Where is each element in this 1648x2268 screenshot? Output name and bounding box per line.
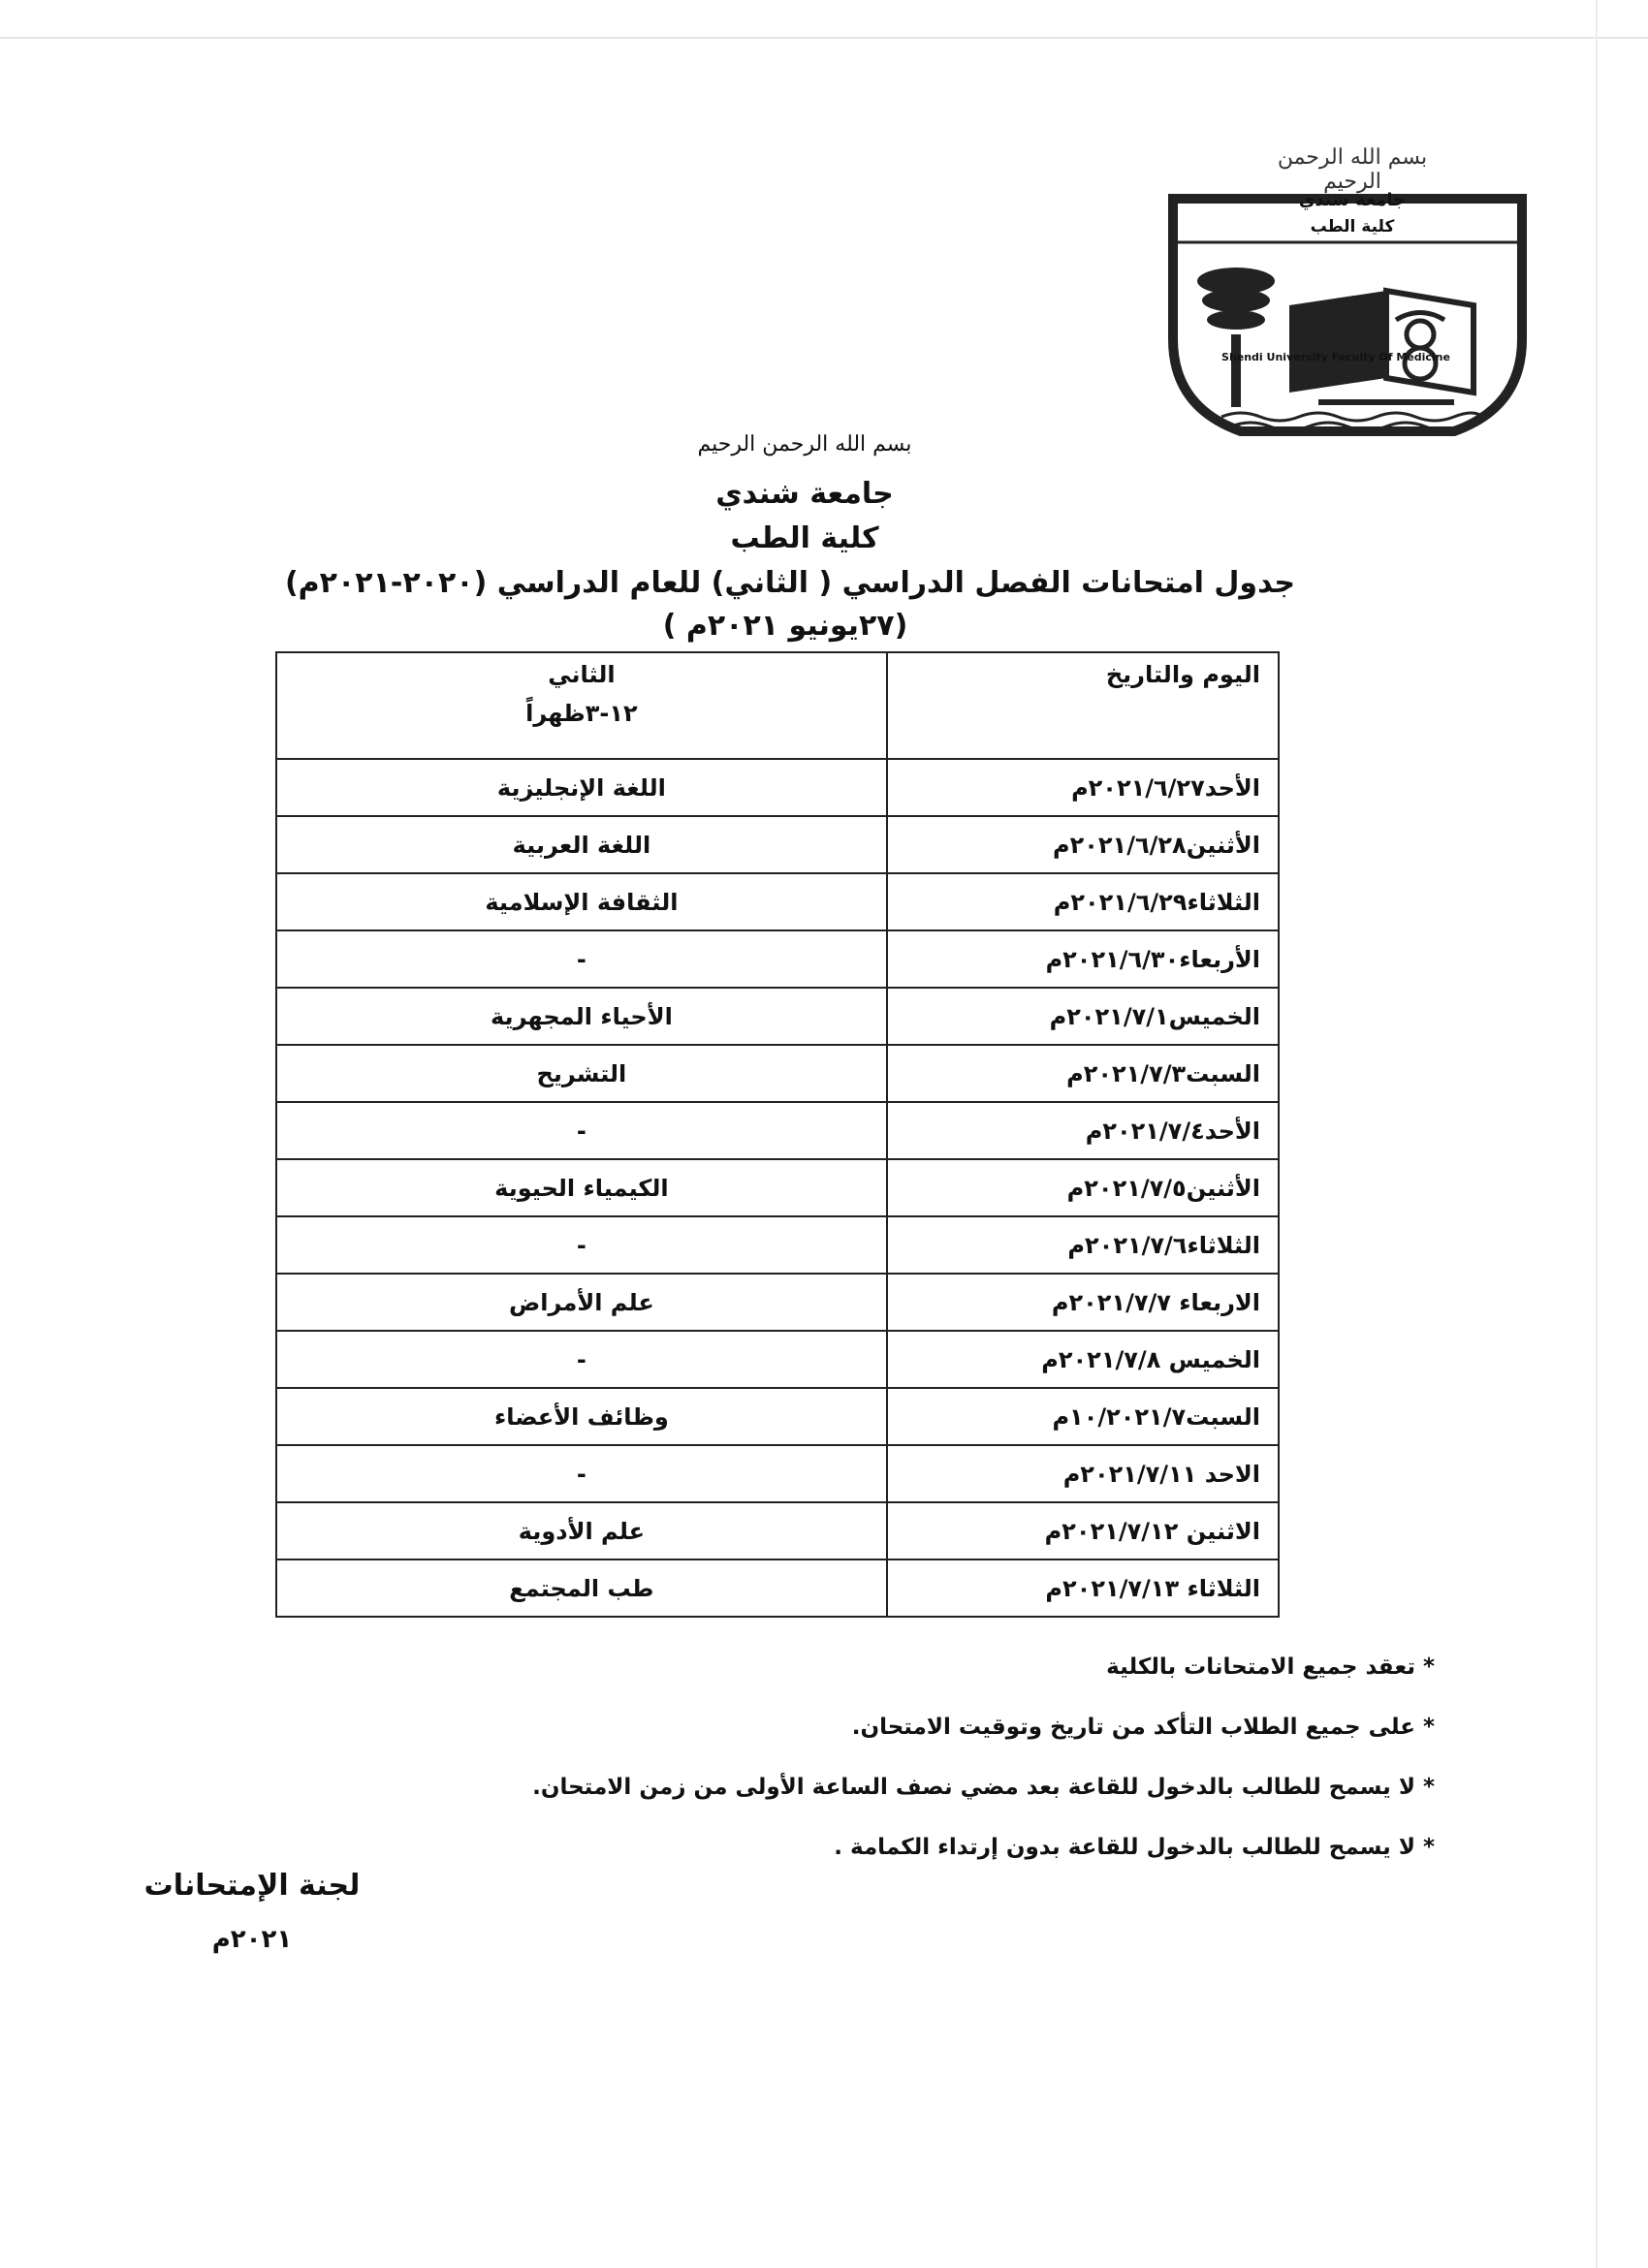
table-row	[276, 1388, 1279, 1445]
logo-faculty: كلية الطب	[1310, 217, 1395, 236]
table-row	[276, 1445, 1279, 1502]
table-row	[276, 988, 1279, 1045]
table-row	[276, 873, 1279, 930]
row-exam: اللغة الإنجليزية	[276, 759, 887, 816]
row-exam: علم الأمراض	[276, 1274, 887, 1331]
row-date: الاربعاء ٢٠٢١/٧/٧م	[887, 1274, 1279, 1331]
row-exam: -	[276, 930, 887, 988]
book-icon	[1289, 291, 1474, 402]
row-exam: -	[276, 1331, 887, 1388]
row-date: الأحد٢٠٢١/٧/٤م	[887, 1102, 1279, 1159]
row-exam: الكيمياء الحيوية	[276, 1159, 887, 1216]
header-date: اليوم والتاريخ	[887, 652, 1279, 759]
row-date: الاحد ٢٠٢١/٧/١١م	[887, 1445, 1279, 1502]
row-exam: الثقافة الإسلامية	[276, 873, 887, 930]
header-exam	[276, 652, 887, 759]
row-exam: الأحياء المجهرية	[276, 988, 887, 1045]
table-row	[276, 1045, 1279, 1102]
notes-list	[388, 1648, 1435, 1888]
table-row	[276, 1502, 1279, 1559]
header-exam-time: ١٢-٣ظهراً	[525, 700, 638, 727]
row-date: الأثنين٢٠٢١/٦/٢٨م	[887, 816, 1279, 873]
scan-edge-top	[0, 37, 1648, 39]
table-row	[276, 1274, 1279, 1331]
table-row	[276, 759, 1279, 816]
table-row	[276, 816, 1279, 873]
row-date: الأحد٢٠٢١/٦/٢٧م	[887, 759, 1279, 816]
table-row	[276, 1559, 1279, 1617]
signature-year: ٢٠٢١م	[211, 1925, 293, 1954]
table-row	[276, 1331, 1279, 1388]
note-item: * لا يسمح للطالب بالدخول للقاعة بعد مضي نصف الساعة الأولى من زمن الامتحان.	[532, 1775, 1435, 1800]
tree-icon	[1197, 268, 1275, 407]
row-date: الأثنين٢٠٢١/٧/٥م	[887, 1159, 1279, 1216]
row-exam: اللغة العربية	[276, 816, 887, 873]
university-name: جامعة شندي	[715, 477, 894, 511]
table-row	[276, 1159, 1279, 1216]
row-exam: -	[276, 1102, 887, 1159]
row-date: السبت٢٠٢١/٧/٣م	[887, 1045, 1279, 1102]
row-date: الثلاثاء ٢٠٢١/٧/١٣م	[887, 1559, 1279, 1617]
row-date: الخميس٢٠٢١/٧/١م	[887, 988, 1279, 1045]
table-row	[276, 1102, 1279, 1159]
basmala: بسم الله الرحمن الرحيم	[697, 432, 912, 457]
note-item: * تعقد جميع الامتحانات بالكلية	[1106, 1654, 1435, 1680]
row-date: الثلاثاء٢٠٢١/٧/٦م	[887, 1216, 1279, 1274]
row-date: الثلاثاء٢٠٢١/٦/٢٩م	[887, 873, 1279, 930]
row-date: الخميس ٢٠٢١/٧/٨م	[887, 1331, 1279, 1388]
note-item: * لا يسمح للطالب بالدخول للقاعة بدون إرتداء الكمامة .	[834, 1835, 1435, 1860]
scan-edge-right	[1596, 0, 1598, 2268]
page-title: جدول امتحانات الفصل الدراسي ( الثاني) للعام الدراسي (٢٠٢٠-٢٠٢١م)	[284, 566, 1296, 600]
row-exam: علم الأدوية	[276, 1502, 887, 1559]
page-subtitle: (٢٧يونيو ٢٠٢١م )	[662, 609, 908, 643]
row-exam: التشريح	[276, 1045, 887, 1102]
row-date: الأربعاء٢٠٢١/٦/٣٠م	[887, 930, 1279, 988]
note-item: * على جميع الطلاب التأكد من تاريخ وتوقيت الامتحان.	[851, 1715, 1435, 1740]
row-exam: -	[276, 1445, 887, 1502]
table-row	[276, 930, 1279, 988]
exam-schedule-table	[275, 651, 1280, 1618]
exam-committee-signature: لجنة الإمتحانات	[143, 1869, 361, 1903]
row-date: السبت١٠/٢٠٢١/٧م	[887, 1388, 1279, 1445]
header-exam-label: الثاني	[548, 661, 616, 688]
row-date: الاثنين ٢٠٢١/٧/١٢م	[887, 1502, 1279, 1559]
table-header-row	[276, 652, 1279, 759]
faculty-name: كلية الطب	[730, 521, 879, 555]
row-exam: وظائف الأعضاء	[276, 1388, 887, 1445]
medical-symbol-icon	[1396, 313, 1444, 380]
row-exam: -	[276, 1216, 887, 1274]
logo-basmala: بسم الله الرحمن الرحيم	[1277, 145, 1428, 194]
logo-university: جامعة شندي	[1298, 190, 1407, 210]
table-row	[276, 1216, 1279, 1274]
row-exam: طب المجتمع	[276, 1559, 887, 1617]
logo-english-name: Shendi University Faculty Of Medicine	[1221, 351, 1450, 363]
